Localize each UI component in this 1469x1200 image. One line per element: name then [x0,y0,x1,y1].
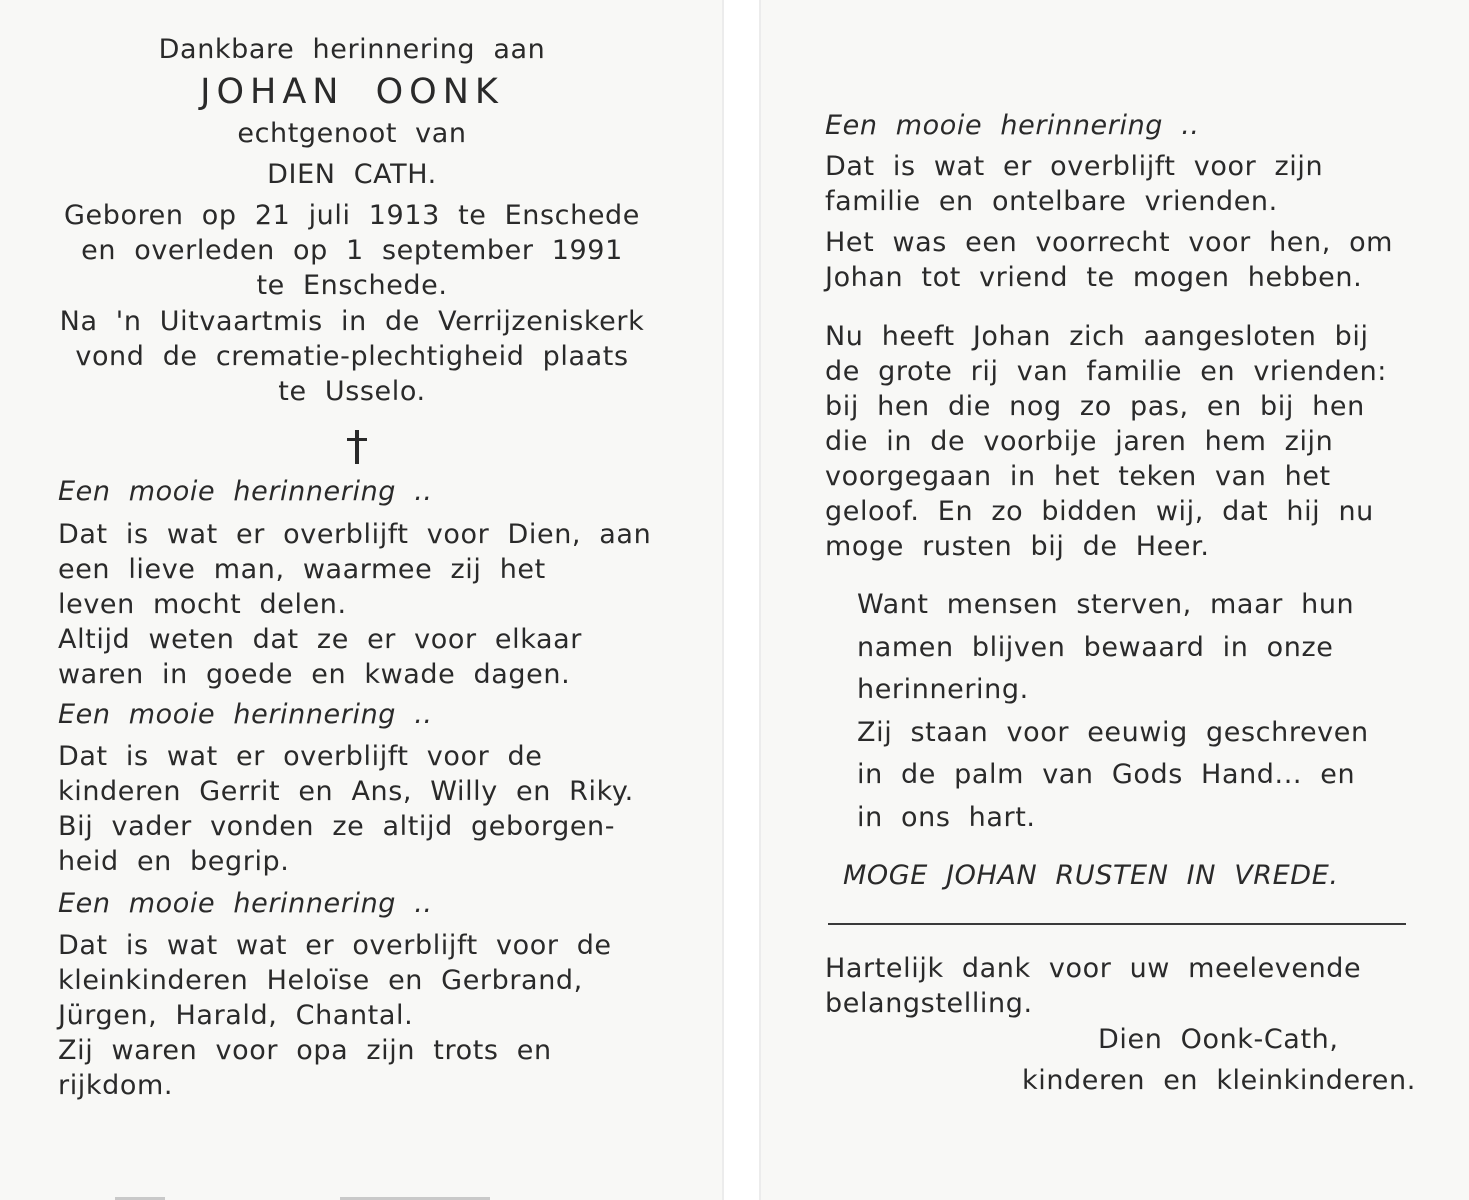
text-line: Het was een voorrecht voor hen, om [825,227,1394,258]
signature-line: kinderen en kleinkinderen. [1022,1065,1416,1096]
text-line: Dat is wat er overblijft voor zijn [825,151,1324,182]
death-line: en overleden op 1 september 1991 [81,235,623,266]
text-line: moge rusten bij de Heer. [825,531,1210,562]
text-line: Dat is wat er overblijft voor de [58,741,543,772]
section-heading: Een mooie herinnering .. [825,110,1200,141]
intro-line: Dankbare herinnering aan [158,34,546,65]
text-line: de grote rij van familie en vrienden: [825,356,1388,387]
death-place-line: te Enschede. [256,270,448,301]
quote-line: in ons hart. [857,802,1036,833]
section-heading: Een mooie herinnering .. [58,699,433,730]
birth-line: Geboren op 21 juli 1913 te Enschede [63,200,641,231]
text-line: Nu heeft Johan zich aangesloten bij [825,321,1369,352]
text-line: een lieve man, waarmee zij het [58,554,546,585]
card-gap [724,0,759,1200]
quote-line: in de palm van Gods Hand... en [857,759,1356,790]
funeral-line: vond de crematie-plechtigheid plaats [75,341,629,372]
spouse-label: echtgenoot van [237,118,467,149]
section-heading: Een mooie herinnering .. [58,476,433,507]
text-line: familie en ontelbare vrienden. [825,186,1278,217]
text-line: rijkdom. [58,1070,174,1101]
signature-line: Dien Oonk-Cath, [1098,1024,1339,1055]
thanks-line: belangstelling. [825,988,1033,1019]
text-line: die in de voorbije jaren hem zijn [825,426,1334,457]
text-line: Altijd weten dat ze er voor elkaar [58,624,582,655]
spouse-name: DIEN CATH. [267,159,437,190]
deceased-name: JOHAN OONK [200,72,504,112]
text-line: waren in goede en kwade dagen. [58,659,571,690]
text-line: Jürgen, Harald, Chantal. [58,1000,414,1031]
text-line: voorgegaan in het teken van het [825,461,1331,492]
text-line: Zij waren voor opa zijn trots en [58,1035,552,1066]
right-card-edge [759,0,761,1200]
section-heading: Een mooie herinnering .. [58,888,433,919]
quote-line: Want mensen sterven, maar hun [857,589,1355,620]
left-card-edge [722,0,724,1200]
text-line: Dat is wat er overblijft voor Dien, aan [58,519,652,550]
thanks-line: Hartelijk dank voor uw meelevende [825,953,1362,984]
text-line: heid en begrip. [58,846,290,877]
text-line: Johan tot vriend te mogen hebben. [825,262,1363,293]
funeral-line: Na 'n Uitvaartmis in de Verrijzeniskerk [59,306,645,337]
text-line: leven mocht delen. [58,589,347,620]
quote-line: Zij staan voor eeuwig geschreven [857,717,1369,748]
quote-line: herinnering. [857,674,1029,705]
divider [828,923,1406,925]
text-line: geloof. En zo bidden wij, dat hij nu [825,496,1374,527]
text-line: kleinkinderen Heloïse en Gerbrand, [58,965,583,996]
text-line: Bij vader vonden ze altijd geborgen- [58,811,616,842]
text-line: Dat is wat wat er overblijft voor de [58,930,612,961]
closing-line: MOGE JOHAN RUSTEN IN VREDE. [843,860,1339,891]
text-line: kinderen Gerrit en Ans, Willy en Riky. [58,776,634,807]
funeral-line: te Usselo. [278,376,426,407]
quote-line: namen blijven bewaard in onze [857,632,1334,663]
text-line: bij hen die nog zo pas, en bij hen [825,391,1365,422]
